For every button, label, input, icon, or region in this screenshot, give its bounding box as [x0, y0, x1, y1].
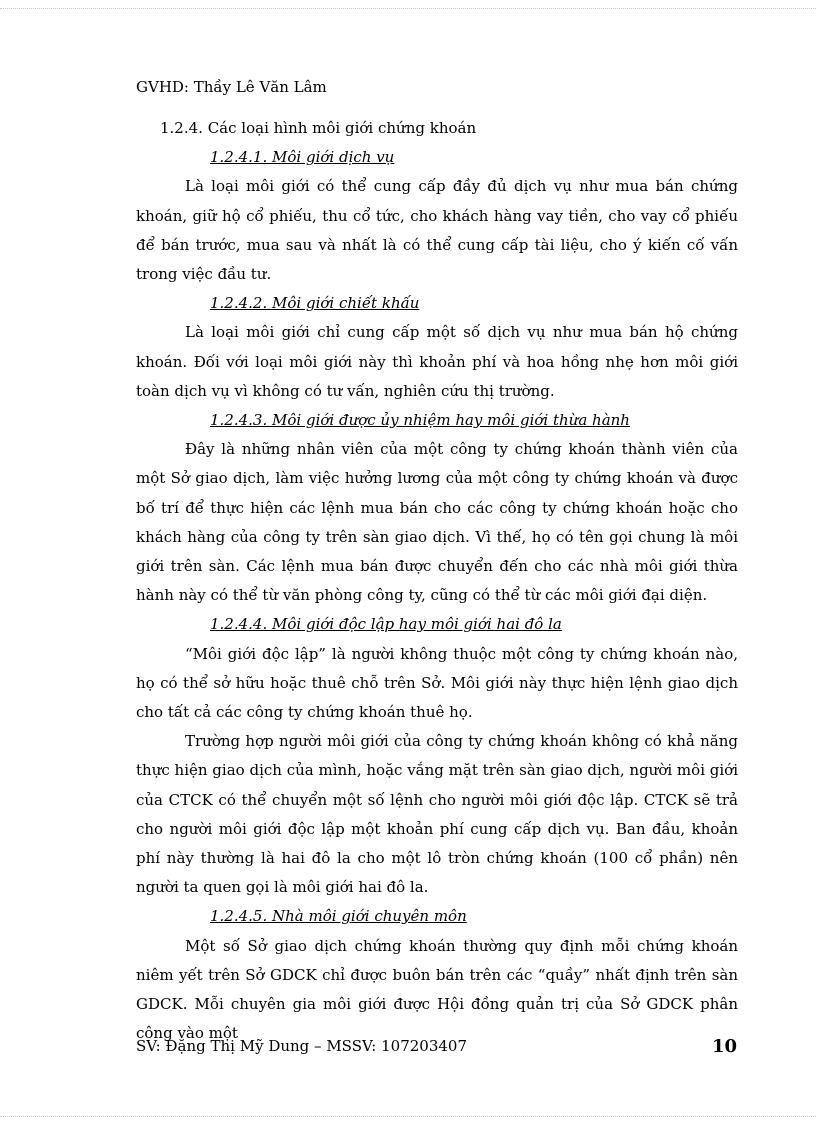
subsection-heading: 1.2.4.3. Môi giới được ủy nhiệm hay môi giới thừa hành — [210, 411, 630, 430]
paragraph: “Môi giới độc lập” là người không thuộc một công ty chứng khoán nào, họ có thể sở hữu hoặc thuê chỗ trên Sở. Môi giới này thực hiện lệnh giao dịch cho tất cả các công ty chứng khoán thuê họ. — [136, 644, 738, 722]
paragraph: Một số Sở giao dịch chứng khoán thường quy định mỗi chứng khoán niêm yết trên Sở GDCK chỉ được buôn bán trên các “quầy” nhất định trên sàn GDCK. Mỗi chuyên gia môi giới được Hội đồng quản trị của Sở GDCK phân công vào một — [136, 936, 738, 1043]
bottom-dotted-border — [0, 1116, 816, 1118]
subsection-heading: 1.2.4.1. Môi giới dịch vụ — [210, 148, 395, 167]
paragraph: Là loại môi giới chỉ cung cấp một số dịch vụ như mua bán hộ chứng khoán. Đối với loại môi giới này thì khoản phí và hoa hồng nhẹ hơn môi giới toàn dịch vụ vì không có tư vấn, nghiên cứu thị trường. — [136, 323, 738, 400]
paragraph: Trường hợp người môi giới của công ty chứng khoán không có khả năng thực hiện giao dịch của mình, hoặc vắng mặt trên sàn giao dịch, người môi giới của CTCK có thể chuyển một số lệnh cho người môi giới độc lập. CTCK sẽ trả cho người môi giới độc lập một khoản phí cung cấp dịch vụ. Ban đầu, khoản phí này thường là hai đô la cho một lô tròn chứng khoán (100 cổ phần) nên người ta quen gọi là môi giới hai đô la. — [136, 732, 738, 897]
document-body — [136, 114, 738, 1049]
subsection-heading: 1.2.4.5. Nhà môi giới chuyên môn — [210, 907, 467, 926]
page-header: GVHD: Thầy Lê Văn Lâm — [136, 78, 327, 96]
section-title: 1.2.4. Các loại hình môi giới chứng khoán — [160, 119, 477, 137]
paragraph: Đây là những nhân viên của một công ty chứng khoán thành viên của một Sở giao dịch, làm việc hưởng lương của một công ty chứng khoán và được bố trí để thực hiện các lệnh mua bán cho các công ty chứng khoán hoặc cho khách hàng của công ty trên sàn giao dịch. Vì thế, họ có tên gọi chung là môi giới trên sàn. Các lệnh mua bán được chuyển đến cho các nhà môi giới thừa hành này có thể từ văn phòng công ty, cũng có thể từ các môi giới đại diện. — [136, 440, 738, 605]
subsection-heading: 1.2.4.4. Môi giới độc lập hay môi giới hai đô la — [210, 615, 562, 634]
top-dotted-border — [0, 0, 816, 9]
paragraph: Là loại môi giới có thể cung cấp đầy đủ dịch vụ như mua bán chứng khoán, giữ hộ cổ phiếu, thu cổ tức, cho khách hàng vay tiền, cho vay cổ phiếu để bán trước, mua sau và nhất là có thể cung cấp tài liệu, cho ý kiến cố vấn trong việc đầu tư. — [136, 177, 738, 284]
footer-student-info: SV: Đặng Thị Mỹ Dung – MSSV: 107203407 — [136, 1037, 468, 1055]
subsection-heading: 1.2.4.2. Môi giới chiết khấu — [210, 294, 420, 313]
page-number: 10 — [712, 1036, 738, 1057]
